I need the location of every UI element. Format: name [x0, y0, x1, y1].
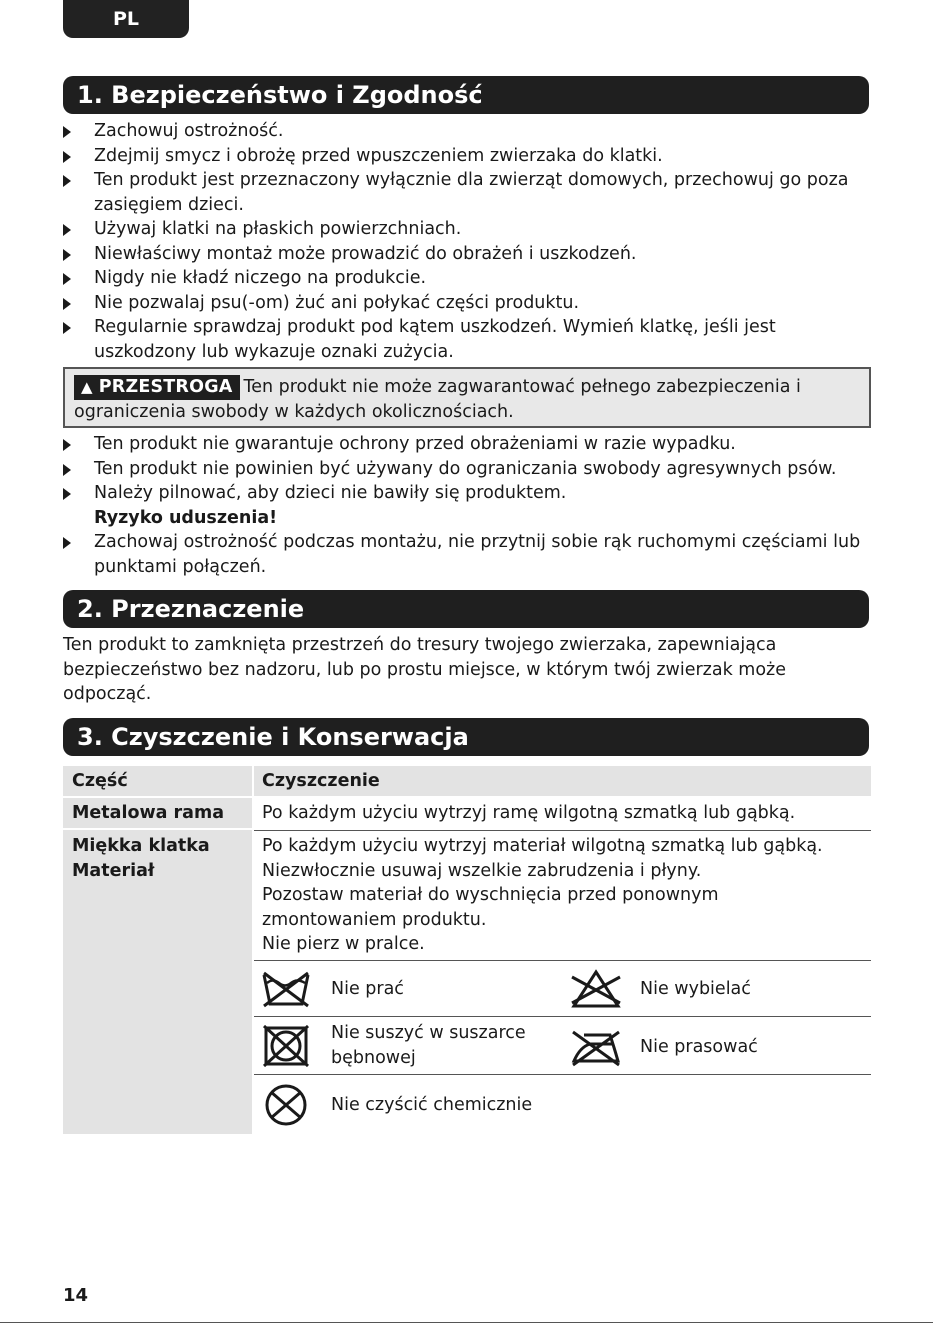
column-header-cleaning: Czyszczenie — [262, 771, 380, 791]
part-soft-crate: Miękka klatka Materiał — [72, 836, 210, 881]
section-heading-intended-use: 2. Przeznaczenie — [63, 590, 869, 628]
safety-bullet-list — [63, 119, 869, 364]
list-item: Ten produkt jest przeznaczony wyłącznie dla zwierząt domowych, przechowuj go poza zasięgiem dzieci. — [63, 168, 869, 217]
care-no-tumble-dry — [261, 1023, 561, 1068]
bullet-icon — [63, 273, 71, 285]
care-no-dry-clean — [261, 1084, 561, 1124]
bullet-icon — [63, 298, 71, 310]
column-header-part: Część — [72, 771, 128, 791]
warning-triangle-icon: ▲ — [81, 378, 93, 396]
page-number: 14 — [63, 1285, 89, 1306]
list-item: Zachowuj ostrożność. — [63, 119, 869, 144]
section-heading-cleaning: 3. Czyszczenie i Konserwacja — [63, 718, 869, 756]
cleaning-soft-crate: Po każdym użyciu wytrzyj materiał wilgotną szmatką lub gąbką. Niezwłocznie usuwaj wszelkie zabrudzenia i płyny. Pozostaw materiał do wyschnięcia przed ponownym zmontowaniem produktu. Nie pierz w pralce. — [262, 836, 823, 954]
list-item: Ten produkt nie gwarantuje ochrony przed obrażeniami w razie wypadku. — [63, 432, 869, 457]
bullet-icon — [63, 488, 71, 500]
care-label: Nie prać — [331, 979, 404, 999]
list-item: Nie pozwalaj psu(-om) żuć ani połykać części produktu. — [63, 291, 869, 316]
care-no-wash — [261, 969, 561, 1009]
no-dry-clean-icon — [261, 1084, 311, 1126]
row-divider — [254, 1016, 871, 1017]
bullet-icon — [63, 175, 71, 187]
bullet-icon — [63, 249, 71, 261]
list-item: Ten produkt nie powinien być używany do ograniczania swobody agresywnych psów. — [63, 457, 869, 482]
no-wash-icon — [261, 969, 311, 1009]
list-item: Zdejmij smycz i obrożę przed wpuszczeniem zwierzaka do klatki. — [63, 144, 869, 169]
list-item: Zachowaj ostrożność podczas montażu, nie przytnij sobie rąk ruchomymi częściami lub punktami połączeń. — [63, 530, 869, 579]
bullet-icon — [63, 537, 71, 549]
care-no-iron — [570, 1027, 870, 1067]
list-item: Niewłaściwy montaż może prowadzić do obrażeń i uszkodzeń. — [63, 242, 869, 267]
care-no-bleach — [570, 969, 870, 1009]
row-divider — [254, 1074, 871, 1075]
bullet-icon — [63, 439, 71, 451]
no-tumble-dry-icon — [261, 1025, 311, 1067]
bullet-icon — [63, 224, 71, 236]
choking-hazard-note: Ryzyko uduszenia! — [94, 507, 278, 528]
list-item: Regularnie sprawdzaj produkt pod kątem uszkodzeń. Wymień klatkę, jeśli jest uszkodzony lub wykazuje oznaki zużycia. — [63, 315, 869, 364]
intended-use-text: Ten produkt to zamknięta przestrzeń do tresury twojego zwierzaka, zapewniająca bezpieczeństwo bez nadzoru, lub po prostu miejsce, w którym twój zwierzak może odpocząć. — [63, 635, 786, 704]
bullet-icon — [63, 464, 71, 476]
caution-text: Ten produkt nie może zagwarantować pełnego zabezpieczenia i ograniczenia swobody w każdych okolicznościach. — [74, 377, 801, 422]
care-label: Nie suszyć w suszarce bębnowej — [331, 1023, 526, 1068]
cleaning-metal-frame: Po każdym użyciu wytrzyj ramę wilgotną szmatką lub gąbką. — [262, 803, 796, 823]
care-label: Nie czyścić chemicznie — [331, 1095, 533, 1115]
row-divider — [254, 830, 871, 831]
row-divider — [254, 960, 871, 961]
part-metal-frame: Metalowa rama — [72, 803, 225, 823]
bullet-icon — [63, 322, 71, 334]
section-heading-safety: 1. Bezpieczeństwo i Zgodność — [63, 76, 869, 114]
list-item: Używaj klatki na płaskich powierzchniach. — [63, 217, 869, 242]
safety-bullet-list-2 — [63, 432, 869, 579]
list-item: Należy pilnować, aby dzieci nie bawiły się produktem. Ryzyko uduszenia! — [63, 481, 869, 530]
no-iron-icon — [570, 1027, 622, 1067]
caution-badge: ▲ PRZESTROGA — [74, 375, 240, 400]
language-tab: PL — [63, 0, 189, 38]
bottom-divider — [0, 1322, 933, 1323]
bullet-icon — [63, 126, 71, 138]
care-label: Nie prasować — [640, 1037, 758, 1057]
care-label: Nie wybielać — [640, 979, 751, 999]
no-bleach-icon — [570, 969, 622, 1009]
list-item: Nigdy nie kładź niczego na produkcie. — [63, 266, 869, 291]
bullet-icon — [63, 151, 71, 163]
caution-box — [63, 367, 871, 428]
